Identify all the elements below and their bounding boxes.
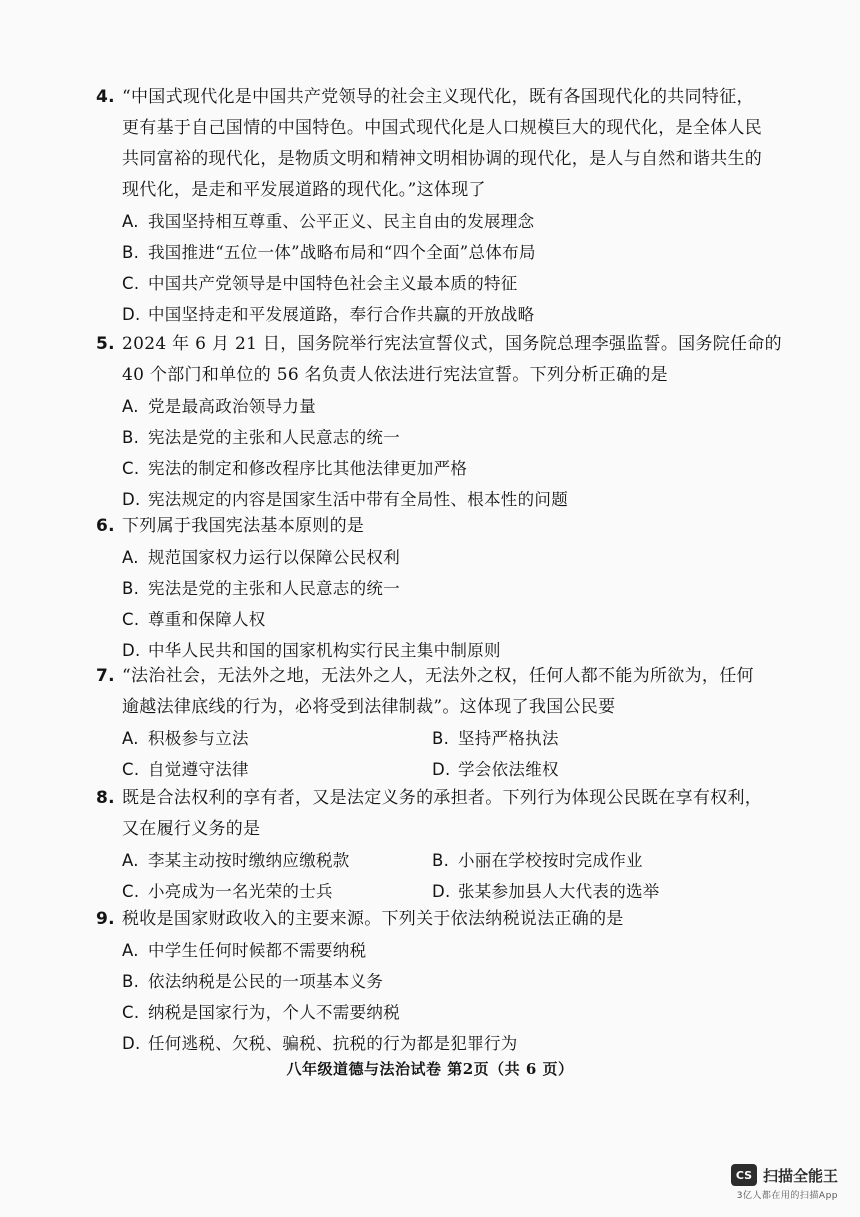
question-stem-line: 共同富裕的现代化，是物质文明和精神文明相协调的现代化，是人与自然和谐共生的 <box>122 149 763 169</box>
option-row <box>96 876 786 907</box>
scanner-watermark <box>731 1164 838 1201</box>
option-a: A. 中学生任何时候都不需要纳税 <box>122 941 367 960</box>
option-d: D. 中国坚持走和平发展道路，奉行合作共赢的开放战略 <box>122 305 535 324</box>
question-number: 6. <box>96 516 115 536</box>
option-c: C. 宪法的制定和修改程序比其他法律更加严格 <box>122 459 468 478</box>
question-9 <box>96 904 786 1059</box>
option-d: D. 中华人民共和国的国家机构实行民主集中制原则 <box>122 641 501 660</box>
question-number: 8. <box>96 788 115 808</box>
option-c: C. 自觉遵守法律 <box>122 760 249 779</box>
option-d: D. 任何逃税、欠税、骗税、抗税的行为都是犯罪行为 <box>122 1034 518 1053</box>
option-b: B. 依法纳税是公民的一项基本义务 <box>122 972 384 991</box>
question-6 <box>96 511 786 666</box>
question-stem-line: 更有基于自己国情的中国特色。中国式现代化是人口规模巨大的现代化，是全体人民 <box>122 118 763 138</box>
option-b: B. 我国推进“五位一体”战略布局和“四个全面”总体布局 <box>122 243 536 262</box>
question-number: 5. <box>96 334 115 354</box>
option-c: C. 尊重和保障人权 <box>122 610 266 629</box>
question-8 <box>96 783 786 907</box>
question-number: 7. <box>96 666 115 686</box>
watermark-subtitle: 3亿人都在用的扫描App <box>736 1191 838 1201</box>
page-footer: 八年级道德与法治试卷 第2页（共 6 页） <box>286 1060 574 1078</box>
question-number: 4. <box>96 87 115 107</box>
watermark-name: 扫描全能王 <box>762 1166 838 1185</box>
question-stem: 8. 既是合法权利的享有者，又是法定义务的承担者。下列行为体现公民既在享有权利， <box>96 783 786 814</box>
option-row <box>96 723 786 754</box>
option-a: A. 规范国家权力运行以保障公民权利 <box>122 548 400 567</box>
question-stem-line: 逾越法律底线的行为，必将受到法律制裁”。这体现了我国公民要 <box>122 697 616 717</box>
question-number: 9. <box>96 909 115 929</box>
option-d: D. 张某参加县人大代表的选举 <box>432 882 660 901</box>
option-d: D. 学会依法维权 <box>432 760 559 779</box>
option-a: A. 李某主动按时缴纳应缴税款 <box>122 851 350 870</box>
question-stem: 6. 下列属于我国宪法基本原则的是 <box>96 511 786 542</box>
question-stem: 5. 2024 年 6 月 21 日，国务院举行宪法宣誓仪式，国务院总理李强监誓。国务院任命的 <box>96 329 786 360</box>
option-row <box>96 754 786 785</box>
option-c: C. 纳税是国家行为，个人不需要纳税 <box>122 1003 400 1022</box>
option-c: C. 小亮成为一名光荣的士兵 <box>122 882 333 901</box>
option-a: A. 我国坚持相互尊重、公平正义、民主自由的发展理念 <box>122 212 535 231</box>
option-d: D. 宪法规定的内容是国家生活中带有全局性、根本性的问题 <box>122 490 568 509</box>
option-a: A. 党是最高政治领导力量 <box>122 397 316 416</box>
option-a: A. 积极参与立法 <box>122 729 249 748</box>
question-stem-line: 40 个部门和单位的 56 名负责人依法进行宪法宣誓。下列分析正确的是 <box>122 365 668 385</box>
question-4 <box>96 82 786 330</box>
option-b: B. 坚持严格执法 <box>432 729 559 748</box>
option-b: B. 宪法是党的主张和人民意志的统一 <box>122 428 400 447</box>
option-row <box>96 845 786 876</box>
option-b: B. 小丽在学校按时完成作业 <box>432 851 643 870</box>
question-stem: 7. “法治社会，无法外之地，无法外之人，无法外之权，任何人都不能为所欲为，任何 <box>96 661 786 692</box>
question-5 <box>96 329 786 515</box>
question-stem: 4. “中国式现代化是中国共产党领导的社会主义现代化，既有各国现代化的共同特征， <box>96 82 786 113</box>
option-b: B. 宪法是党的主张和人民意志的统一 <box>122 579 400 598</box>
question-7 <box>96 661 786 785</box>
question-stem-line: 又在履行义务的是 <box>122 819 261 839</box>
question-stem-line: 现代化，是走和平发展道路的现代化。”这体现了 <box>122 180 486 200</box>
camscanner-logo-icon: CS <box>731 1164 757 1186</box>
option-c: C. 中国共产党领导是中国特色社会主义最本质的特征 <box>122 274 518 293</box>
question-stem: 9. 税收是国家财政收入的主要来源。下列关于依法纳税说法正确的是 <box>96 904 786 935</box>
